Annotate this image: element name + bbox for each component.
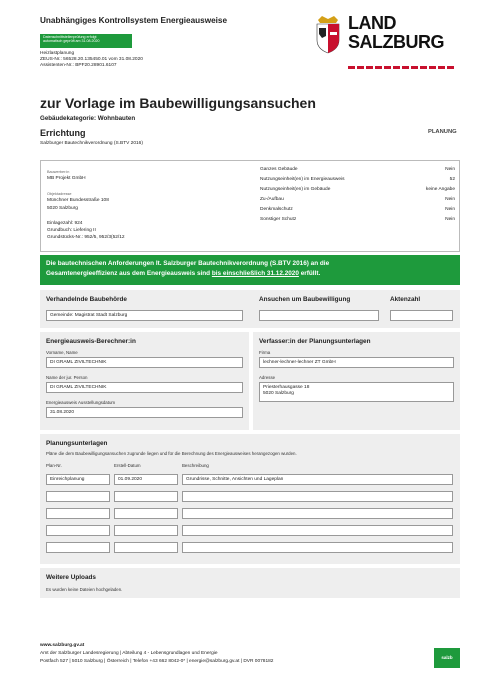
footer-line-1: Amt der Salzburger Landesregierung | Abteilung 4 - Lebensgrundlagen und Energie: [40, 651, 218, 656]
plan-desc-field[interactable]: [182, 542, 453, 553]
issue-date-field[interactable]: 31.08.2020: [46, 407, 243, 418]
einlagezahl: Einlagezahl: 924: [47, 221, 83, 226]
coat-of-arms-icon: [314, 14, 342, 54]
objekt-label: Objektadresse: [47, 192, 72, 196]
land-salzburg-logo: [314, 14, 464, 64]
validation-badge: [40, 34, 132, 48]
address-label: Adresse: [259, 375, 276, 380]
notice-text: Gesamtenergieeffizienz aus dem Energieausweis sind: [46, 269, 212, 277]
compliance-notice: [40, 255, 460, 285]
property-label: Denkmalschutz: [260, 207, 293, 212]
property-value: 52: [449, 177, 455, 182]
address-line-1: Priesterhausgasse 18: [263, 385, 310, 390]
doc-type: Heizlastplanung: [40, 51, 75, 56]
property-value: Nein: [445, 197, 455, 202]
plan-number-field[interactable]: [46, 525, 110, 536]
legal-person-field[interactable]: DI GRAML ZIVILTECHNIK: [46, 382, 243, 393]
object-info-box: [40, 160, 460, 252]
property-row: [260, 177, 455, 187]
authority-section: [40, 290, 460, 328]
stage-label: PLANUNG: [428, 129, 457, 135]
calculator-section: [40, 332, 249, 430]
property-label: Zu-/Aufbau: [260, 197, 284, 202]
logo-line-salzburg: SALZBURG: [348, 32, 444, 52]
address-field[interactable]: [259, 382, 454, 402]
badge-line-1: Datenschnittstellenprüfung erfolgt: [43, 35, 97, 39]
notice-text-end: erfüllt.: [298, 269, 321, 277]
plans-description: Pläne die dem Baubewilligungsansuchen zugrunde liegen und für die Berechnung des Energieausweises herangezogen wurden.: [46, 451, 297, 456]
plans-section: [40, 434, 460, 564]
property-value: keine Angabe: [425, 187, 455, 192]
address-line-2: 5020 Salzburg: [263, 391, 294, 396]
property-row: [260, 187, 455, 197]
notice-deadline: bis einschließlich 31.12.2020: [211, 269, 299, 277]
objekt-line-1: Münchner Bundesstraße 108: [47, 198, 109, 203]
author-title: Verfasser:in der Planungsunterlagen: [259, 338, 371, 345]
zeus-number: ZEUS-Nr.: 56528.20.135450.01 vom 31.08.2020: [40, 57, 143, 62]
objekt-line-2: 5020 Salzburg: [47, 206, 78, 211]
system-title: Unabhängiges Kontrollsystem Energieausweise: [40, 16, 228, 25]
construction-type: Errichtung: [40, 128, 86, 138]
property-value: Nein: [445, 207, 455, 212]
col-desc-header: Beschreibung: [182, 463, 209, 468]
property-label: Nutzungseinheit(en) im Gebäude: [260, 187, 331, 192]
plan-date-field[interactable]: [114, 525, 178, 536]
company-field[interactable]: lechner-lechner-lechner ZT GmbH: [259, 357, 454, 368]
building-properties: [260, 167, 455, 227]
authority-field[interactable]: Gemeinde: Magistrat Stadt Salzburg: [46, 310, 243, 321]
property-row: [260, 197, 455, 207]
property-value: Nein: [445, 217, 455, 222]
plan-desc-field[interactable]: [182, 525, 453, 536]
authority-title: Verhandelnde Baubehörde: [46, 296, 127, 303]
footer-url[interactable]: www.salzburg.gv.at: [40, 643, 85, 648]
plan-number-field[interactable]: [46, 491, 110, 502]
plans-title: Planungsunterlagen: [46, 440, 108, 447]
property-row: [260, 217, 455, 227]
calculator-title: Energieausweis-Berechner:in: [46, 338, 136, 345]
footer-line-2: Postfach 527 | 5010 Salzburg | Österreich | Telefon +43 662 8042-0* | energie@salzburg.gv.at | DVR 0078182: [40, 659, 274, 664]
author-section: [253, 332, 460, 430]
bauwerber-value: MB Projekt GmbH: [47, 176, 86, 181]
property-row: [260, 207, 455, 217]
page-title: zur Vorlage im Baubewilligungsansuchen: [40, 95, 316, 111]
issue-date-label: Energieausweis Ausstellungsdatum: [46, 400, 116, 405]
logo-text: [348, 14, 444, 52]
plan-date-field[interactable]: 01.09.2020: [114, 474, 178, 485]
uploads-title: Weitere Uploads: [46, 574, 96, 581]
property-label: Nutzungseinheit(en) im Energieausweis: [260, 177, 345, 182]
plan-desc-field[interactable]: Grundrisse, Schnitte, Ansichten und Lageplan: [182, 474, 453, 485]
plan-date-field[interactable]: [114, 542, 178, 553]
plan-number-field[interactable]: [46, 508, 110, 519]
application-title: Ansuchen um Baubewilligung: [259, 296, 351, 303]
plan-number-field[interactable]: [46, 542, 110, 553]
uploads-text: Es wurden keine Dateien hochgeladen.: [46, 587, 123, 592]
company-label: Firma: [259, 350, 271, 355]
property-row: [260, 167, 455, 177]
application-field[interactable]: [259, 310, 379, 321]
notice-line-1: Die bautechnischen Anforderungen lt. Salzburger Bautechnikverordnung (S.BTV 2016) an die: [46, 260, 330, 267]
bauwerber-label: Bauwerber:in: [47, 170, 70, 174]
uploads-section: [40, 568, 460, 598]
property-label: Sonstiger Schutz: [260, 217, 297, 222]
notice-line-2: [46, 269, 454, 279]
logo-underline: [348, 56, 460, 59]
footer-badge: salzb: [434, 648, 460, 668]
building-category: Gebäudekategorie: Wohnbauten: [40, 115, 136, 122]
grundstueck: Grundstücks-Nr.: 952/5, 952/3(52/12: [47, 235, 125, 240]
plan-desc-field[interactable]: [182, 508, 453, 519]
col-plan-header: Plan-Nr.: [46, 463, 62, 468]
grundbuch: Grundbuch: Liefering II: [47, 228, 96, 233]
property-value: Nein: [445, 167, 455, 172]
logo-line-land: LAND: [348, 13, 396, 33]
regulation: Salzburger Bautechnikverordnung (S.BTV 2016): [40, 141, 143, 146]
plan-date-field[interactable]: [114, 508, 178, 519]
plan-number-field[interactable]: Einreichplanung: [46, 474, 110, 485]
file-number-field[interactable]: [390, 310, 453, 321]
col-date-header: Erstell-Datum: [114, 463, 141, 468]
plan-date-field[interactable]: [114, 491, 178, 502]
file-number-title: Aktenzahl: [390, 296, 421, 303]
legal-person-label: Name der jur. Person: [46, 375, 88, 380]
badge-line-2: automatisch geprüft am 31.08.2020: [43, 39, 100, 44]
property-label: Ganzes Gebäude: [260, 167, 298, 172]
assistant-number: Assistenten-Nr.: BPF20.28901.6107: [40, 63, 117, 68]
name-field[interactable]: DI GRAML ZIVILTECHNIK: [46, 357, 243, 368]
name-label: Vorname, Name: [46, 350, 78, 355]
plan-desc-field[interactable]: [182, 491, 453, 502]
